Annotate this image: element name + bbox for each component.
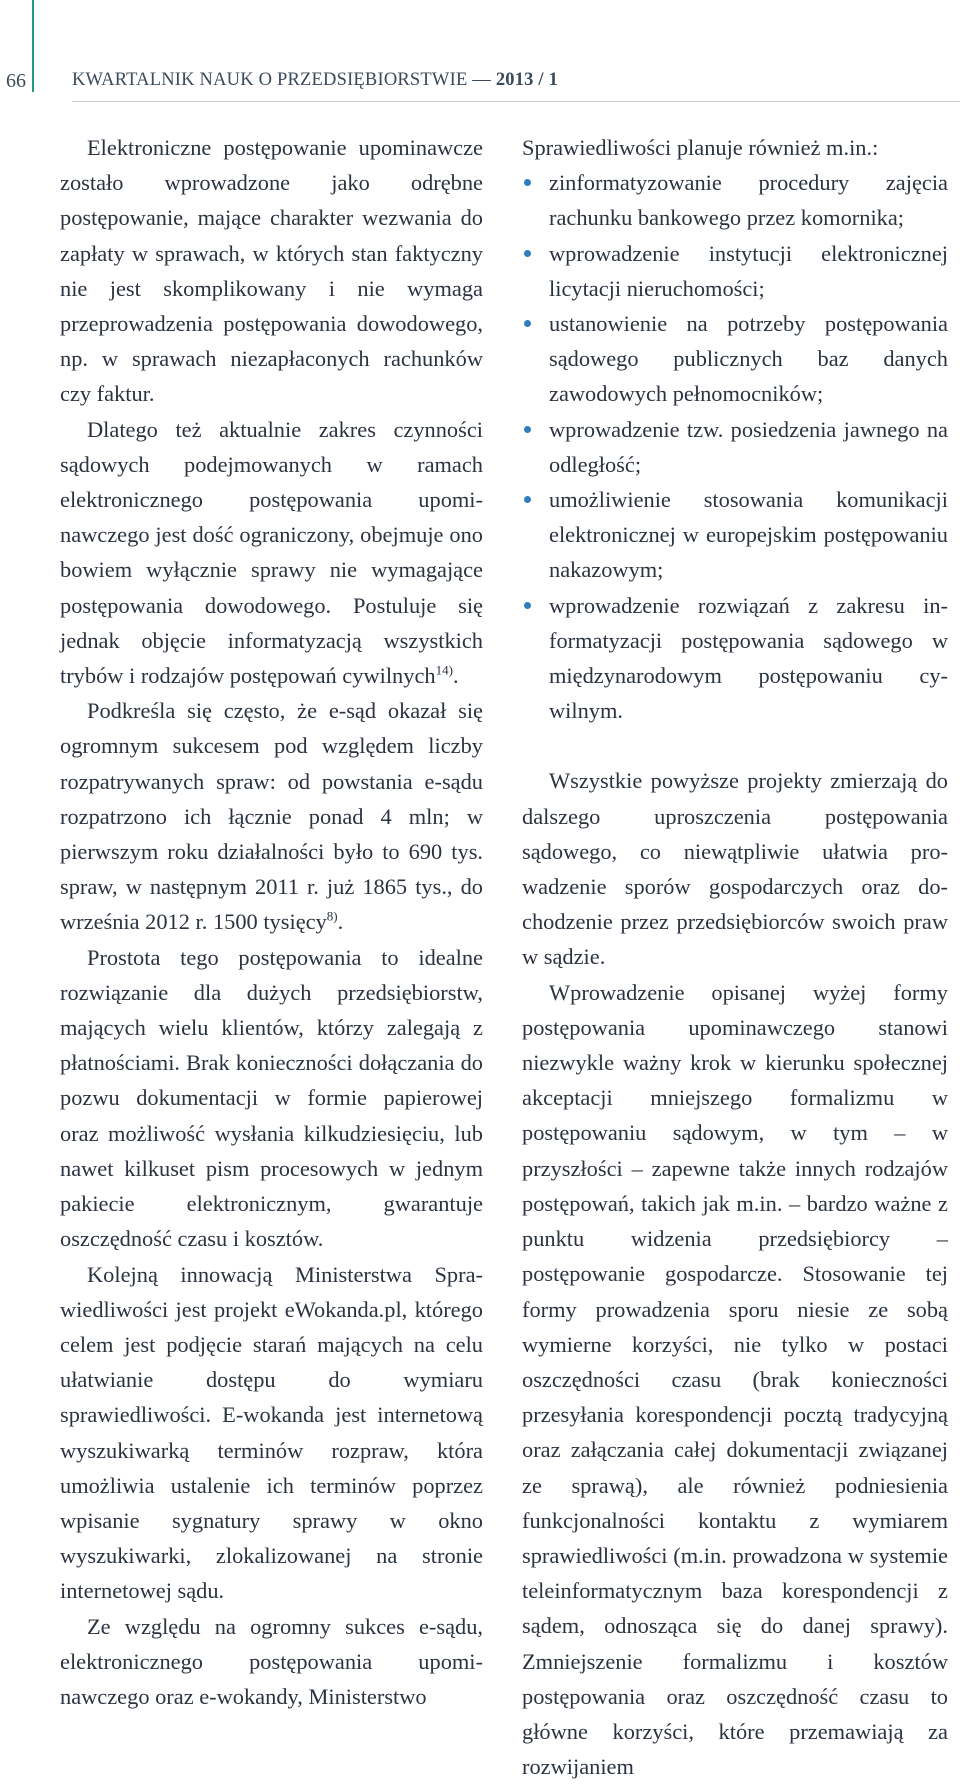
- left-paragraph-3-text: Podkreśla się często, że e-sąd okazał się ogromnym sukcesem pod względem liczby rozpatrywanych spraw: od powstania e-sądu rozpatrzono ich łącznie ponad 4 mln; w pierwszym roku działalności było to 690 tys. spraw, w następnym 2011 r. już 1865 tys., do września 2012 r. 1500 tysięcy: [60, 698, 483, 935]
- list-item-text: wprowadzenie instytucji elektronicznej licytacji nieruchomości;: [549, 240, 948, 301]
- bullet-icon: [524, 179, 531, 186]
- left-paragraph-2-text: Dlatego też aktualnie zakres czynności sądowych podejmowanych w ramach elektronicznego postępowania upominawczego jest dość ograniczony, obejmuje ono bowiem wyłącznie sprawy nie wymagające postępowania dowodowego. Postuluje się jednak objęcie informatyzacją wszystkich trybów i rodzajów postępowań cywilnych: [60, 416, 483, 689]
- left-paragraph-4: Prostota tego postępowania to idealne rozwiązanie dla dużych przedsiębiorstw, mających wielu klientów, którzy zalegają z płatnościami. Brak konieczności dołączania do pozwu dokumentacji w formie papierowej oraz możliwość wysłania kilkudziesięciu, lub nawet kilkuset pism procesowych w jednym pakiecie elektronicznym, gwarantuje oszczędność czasu i kosztów.: [60, 944, 483, 1252]
- bullet-icon: [524, 496, 531, 503]
- left-paragraph-3-end: .: [337, 909, 344, 935]
- list-item-text: umożliwienie stosowania komunikacji elektronicznej w europejskim postępowaniu nakazowym;: [549, 487, 948, 583]
- list-item: [522, 482, 948, 588]
- issue-number: 2013 / 1: [495, 70, 559, 90]
- bullet-icon: [524, 320, 531, 327]
- list-item: [522, 306, 948, 412]
- bullet-icon: [524, 426, 531, 433]
- list-item: [522, 236, 948, 306]
- page-number: 66: [6, 70, 26, 92]
- left-paragraph-1: Elektroniczne postępowanie upominawcze zostało wprowadzone jako odrębne postępowanie, mające charakter wezwania do zapłaty w sprawach, w których stan faktyczny nie jest skomplikowany i nie wymaga przeprowadzenia postępowania dowodowego, np. w sprawach niezapłaconych rachunków czy faktur.: [60, 135, 483, 407]
- list-item: [522, 412, 948, 482]
- left-paragraph-2: [60, 412, 483, 694]
- margin-rule: [32, 0, 34, 92]
- left-paragraph-5: Kolejną innowacją Ministerstwa Sprawiedliwości jest projekt eWokanda.pl, którego celem jest podjęcie starań mających na celu ułatwianie dostępu do wymiaru sprawiedliwości. E-wokanda jest internetową wyszukiwarką terminów rozpraw, która umożliwia ustalenie ich terminów poprzez wpisanie sygnatury sprawy w okno wyszukiwarki, zlokalizowanej na stronie internetowej sądu.: [60, 1261, 483, 1604]
- left-column: [60, 130, 483, 1714]
- list-item-text: wprowadzenie tzw. posiedzenia jawnego na odległość;: [549, 416, 948, 477]
- header-rule: [72, 101, 960, 102]
- left-paragraph-2-end: .: [452, 663, 459, 689]
- left-paragraph-6: Ze względu na ogromny sukces e-sądu, elektronicznego postępowania upominawczego oraz e-wokandy, Ministerstwo: [60, 1613, 483, 1709]
- footnote-ref-14: 14): [435, 662, 453, 678]
- list-item: [522, 165, 948, 235]
- list-item-text: ustanowienie na potrzeby postępowania sądowego publicznych baz danych zawodowych pełnomocników;: [549, 311, 948, 407]
- right-intro: Sprawiedliwości planuje również m.in.:: [522, 135, 879, 160]
- bullet-icon: [524, 602, 531, 609]
- right-paragraph-1: Wszystkie powyższe projekty zmierzają do dalszego uproszczenia postępowania sądowego, co niewątpliwie ułatwia prowadzenie sporów gospodarczych oraz dochodzenie przez przedsiębiorców swoich praw w sądzie.: [522, 768, 948, 970]
- left-paragraph-3: [60, 693, 483, 939]
- list-item-text: wprowadzenie rozwiązań z zakresu informatyzacji postępowania sądowego w międzynarodowym postępowaniu cywilnym.: [549, 592, 948, 724]
- list-item: [522, 588, 948, 729]
- right-column: [522, 130, 948, 1784]
- list-item-text: zinformatyzowanie procedury zajęcia rachunku bankowego przez komornika;: [549, 170, 948, 231]
- bullet-icon: [524, 250, 531, 257]
- journal-title: KWARTALNIK NAUK O PRZEDSIĘBIORSTWIE —: [72, 70, 491, 90]
- running-header: [72, 70, 558, 91]
- right-paragraph-2: Wprowadzenie opisanej wyżej formy postępowania upominawczego stanowi niezwykle ważny krok w kierunku społecznej akceptacji mniejszego formalizmu w postępowaniu sądowym, w tym – w przyszłości – zapewne także innych rodzajów postępowań, takich jak m.in. – bardzo ważne z punktu widzenia przedsiębiorcy – postępowanie gospodarcze. Stosowanie tej formy prowadzenia sporu niesie ze sobą wymierne korzyści, nie tylko w postaci oszczędności czasu (brak konieczności przesyłania korespondencji pocztą tradycyjną oraz załączania całej dokumentacji związanej ze sprawą), ale również podniesienia funkcjonalności kontaktu z wymiarem sprawiedliwości (m.in. prowadzona w systemie teleinformatycznym baza korespondencji z sądem, odnosząca się do danej sprawy). Zmniejszenie formalizmu i kosztów postępowania oraz oszczędność czasu to główne korzyści, które przemawiają za rozwijaniem: [522, 979, 948, 1780]
- footnote-ref-8: 8): [326, 909, 338, 925]
- bullet-list: [522, 165, 948, 728]
